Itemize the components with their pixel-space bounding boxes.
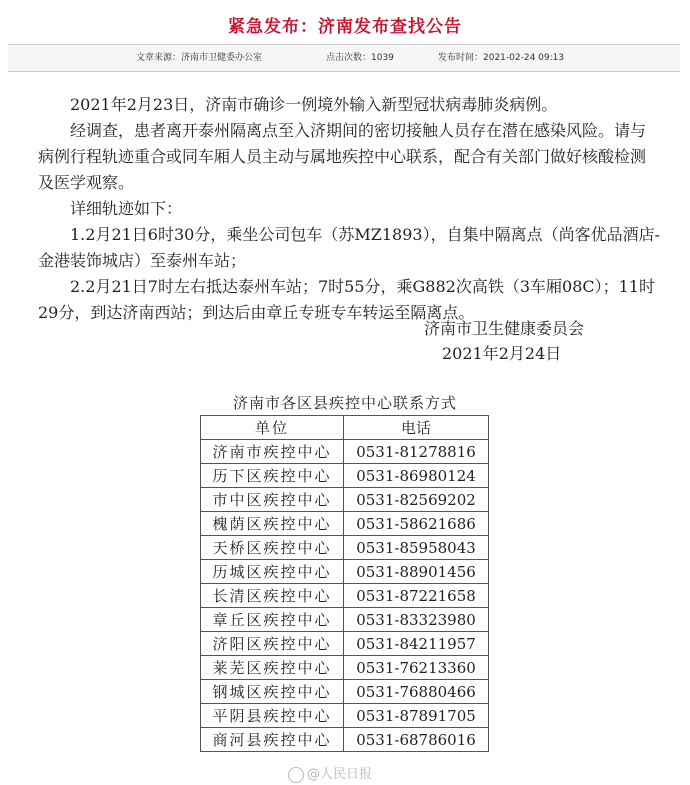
table-row: [201, 488, 489, 512]
phone-cell: 0531-81278816: [344, 440, 489, 464]
contacts-table: [200, 415, 489, 752]
signature: 济南市卫生健康委员会: [424, 319, 585, 338]
unit-cell: 长清区疾控中心: [201, 584, 344, 608]
unit-cell: 济阳区疾控中心: [201, 632, 344, 656]
article-meta-bar: [8, 44, 680, 72]
signature-date: 2021年2月24日: [442, 344, 562, 363]
unit-cell: 莱芜区疾控中心: [201, 656, 344, 680]
phone-cell: 0531-58621686: [344, 512, 489, 536]
watermark-text: @人民日报: [307, 767, 373, 782]
phone-cell: 0531-88901456: [344, 560, 489, 584]
table-caption: 济南市各区县疾控中心联系方式: [232, 394, 457, 412]
phone-cell: 0531-68786016: [344, 728, 489, 752]
phone-cell: 0531-86980124: [344, 464, 489, 488]
weibo-logo-icon: [288, 767, 304, 783]
paragraph-investigation: 经调查，患者离开泰州隔离点至入济期间的密切接触人员存在潜在感染风险。请与病例行程轨迹重合或同车厢人员主动与属地疾控中心联系，配合有关部门做好核酸检测及医学观察。: [38, 121, 647, 192]
table-row: [201, 464, 489, 488]
phone-cell: 0531-84211957: [344, 632, 489, 656]
table-row: [201, 512, 489, 536]
unit-cell: 商河县疾控中心: [201, 728, 344, 752]
unit-cell: 济南市疾控中心: [201, 440, 344, 464]
phone-cell: 0531-87221658: [344, 584, 489, 608]
table-row: [201, 632, 489, 656]
column-header-phone: 电话: [344, 416, 489, 440]
publish-time: 发布时间：2021-02-24 09:13: [438, 53, 565, 63]
table-row: [201, 656, 489, 680]
unit-cell: 历城区疾控中心: [201, 560, 344, 584]
unit-cell: 天桥区疾控中心: [201, 536, 344, 560]
unit-cell: 槐荫区疾控中心: [201, 512, 344, 536]
column-header-unit: 单位: [201, 416, 344, 440]
paragraph-trajectory-intro: 详细轨迹如下：: [70, 199, 183, 218]
unit-cell: 钢城区疾控中心: [201, 680, 344, 704]
phone-cell: 0531-76880466: [344, 680, 489, 704]
table-row: [201, 608, 489, 632]
table-row: [201, 440, 489, 464]
article-source: 文章来源：济南市卫健委办公室: [136, 53, 263, 63]
table-row: [201, 560, 489, 584]
unit-cell: 章丘区疾控中心: [201, 608, 344, 632]
table-header-row: [201, 416, 489, 440]
paragraph-trajectory-1: 1.2月21日6时30分，乘坐公司包车（苏MZ1893），自集中隔离点（尚客优品酒店-金港装饰城店）至泰州车站；: [38, 225, 660, 270]
article-body: [38, 92, 660, 326]
phone-cell: 0531-82569202: [344, 488, 489, 512]
table-row: [201, 704, 489, 728]
unit-cell: 平阴县疾控中心: [201, 704, 344, 728]
table-row: [201, 680, 489, 704]
phone-cell: 0531-83323980: [344, 608, 489, 632]
phone-cell: 0531-87891705: [344, 704, 489, 728]
unit-cell: 市中区疾控中心: [201, 488, 344, 512]
phone-cell: 0531-76213360: [344, 656, 489, 680]
table-row: [201, 728, 489, 752]
page-title: 紧急发布：济南发布查找公告: [228, 17, 462, 37]
unit-cell: 历下区疾控中心: [201, 464, 344, 488]
click-count: 点击次数：1039: [326, 53, 394, 63]
table-row: [201, 536, 489, 560]
phone-cell: 0531-85958043: [344, 536, 489, 560]
watermark: [288, 763, 372, 783]
paragraph-trajectory-2: 2.2月21日7时左右抵达泰州车站；7时55分，乘G882次高铁（3车厢08C）；11时29分，到达济南西站；到达后由章丘专班专车转运至隔离点。: [38, 277, 655, 322]
table-row: [201, 584, 489, 608]
paragraph-case: 2021年2月23日，济南市确诊一例境外输入新型冠状病毒肺炎病例。: [70, 95, 558, 114]
